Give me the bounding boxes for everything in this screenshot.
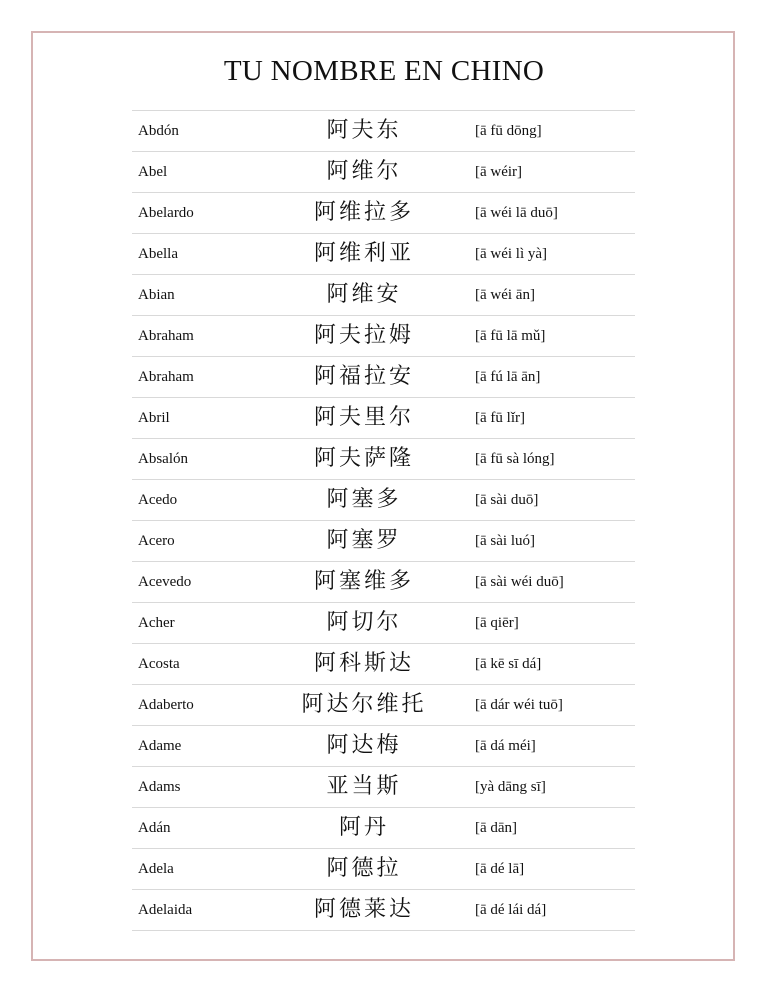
table-row (132, 562, 635, 603)
table-row (132, 726, 635, 767)
pinyin-transcription: [ā dān] (475, 820, 518, 836)
spanish-name: Abelardo (138, 205, 194, 221)
table-row (132, 275, 635, 316)
spanish-name: Adela (138, 861, 174, 877)
table-row (132, 193, 635, 234)
table-row (132, 521, 635, 562)
spanish-name: Acedo (138, 492, 178, 508)
pinyin-transcription: [ā wéi lā duō] (475, 205, 558, 221)
pinyin-transcription: [yà dāng sī] (475, 779, 546, 795)
pinyin-transcription: [ā kē sī dá] (475, 656, 542, 672)
pinyin-transcription: [ā sài duō] (475, 492, 539, 508)
table-row (132, 439, 635, 480)
pinyin-transcription: [ā dá méi] (475, 738, 536, 754)
pinyin-transcription: [ā dé lā] (475, 861, 525, 877)
table-row (132, 603, 635, 644)
chinese-name: 阿达梅 (326, 733, 402, 758)
chinese-name: 阿德拉 (326, 856, 402, 881)
chinese-name: 阿夫萨隆 (313, 446, 414, 471)
chinese-name: 阿德莱达 (313, 897, 414, 922)
chinese-name: 阿夫里尔 (313, 405, 414, 430)
pinyin-transcription: [ā wéir] (475, 164, 523, 180)
chinese-name: 阿塞维多 (313, 569, 414, 594)
chinese-name: 阿维安 (326, 282, 402, 307)
chinese-name: 阿维尔 (326, 159, 402, 184)
pinyin-transcription: [ā fú lā ān] (475, 369, 541, 385)
table-row (132, 849, 635, 890)
chinese-name: 阿科斯达 (313, 651, 414, 676)
table-row (132, 152, 635, 193)
spanish-name: Absalón (138, 451, 188, 467)
pinyin-transcription: [ā dé lái dá] (475, 902, 547, 918)
table-row (132, 316, 635, 357)
spanish-name: Adams (138, 779, 181, 795)
spanish-name: Abraham (138, 328, 194, 344)
page-title: TU NOMBRE EN CHINO (223, 55, 545, 87)
table-row (132, 398, 635, 439)
spanish-name: Acero (138, 533, 175, 549)
chinese-name: 亚当斯 (326, 774, 402, 799)
spanish-name: Adaberto (138, 697, 194, 713)
pinyin-transcription: [ā qiēr] (475, 615, 519, 631)
chinese-name: 阿达尔维托 (301, 692, 427, 717)
pinyin-transcription: [ā dár wéi tuō] (475, 697, 563, 713)
table-row (132, 808, 635, 849)
chinese-name: 阿丹 (338, 815, 389, 840)
spanish-name: Acher (138, 615, 175, 631)
table-row (132, 767, 635, 808)
names-table (132, 110, 635, 931)
table-row (132, 480, 635, 521)
spanish-name: Abella (138, 246, 178, 262)
spanish-name: Adán (138, 820, 171, 836)
chinese-name: 阿夫东 (326, 118, 402, 143)
pinyin-transcription: [ā wéi lì yà] (475, 246, 548, 262)
chinese-name: 阿切尔 (326, 610, 402, 635)
spanish-name: Abraham (138, 369, 194, 385)
spanish-name: Acevedo (138, 574, 192, 590)
spanish-name: Acosta (138, 656, 180, 672)
spanish-name: Abdón (138, 123, 179, 139)
table-row (132, 234, 635, 275)
pinyin-transcription: [ā fū dōng] (475, 123, 542, 139)
chinese-name: 阿维利亚 (313, 241, 414, 266)
table-row (132, 890, 635, 931)
table-row (132, 111, 635, 152)
chinese-name: 阿夫拉姆 (313, 323, 414, 348)
chinese-name: 阿维拉多 (313, 200, 414, 225)
pinyin-transcription: [ā wéi ān] (475, 287, 535, 303)
pinyin-transcription: [ā sài wéi duō] (475, 574, 564, 590)
pinyin-transcription: [ā fū sà lóng] (475, 451, 555, 467)
spanish-name: Abril (138, 410, 170, 426)
pinyin-transcription: [ā sài luó] (475, 533, 535, 549)
chinese-name: 阿塞罗 (326, 528, 402, 553)
table-row (132, 644, 635, 685)
table-row (132, 357, 635, 398)
chinese-name: 阿塞多 (326, 487, 402, 512)
table-row (132, 685, 635, 726)
pinyin-transcription: [ā fū lā mǔ] (475, 328, 546, 344)
pinyin-transcription: [ā fū lǐr] (475, 410, 525, 426)
spanish-name: Adelaida (138, 902, 193, 918)
chinese-name: 阿福拉安 (313, 364, 414, 389)
spanish-name: Abian (138, 287, 175, 303)
spanish-name: Abel (138, 164, 168, 180)
spanish-name: Adame (138, 738, 182, 754)
